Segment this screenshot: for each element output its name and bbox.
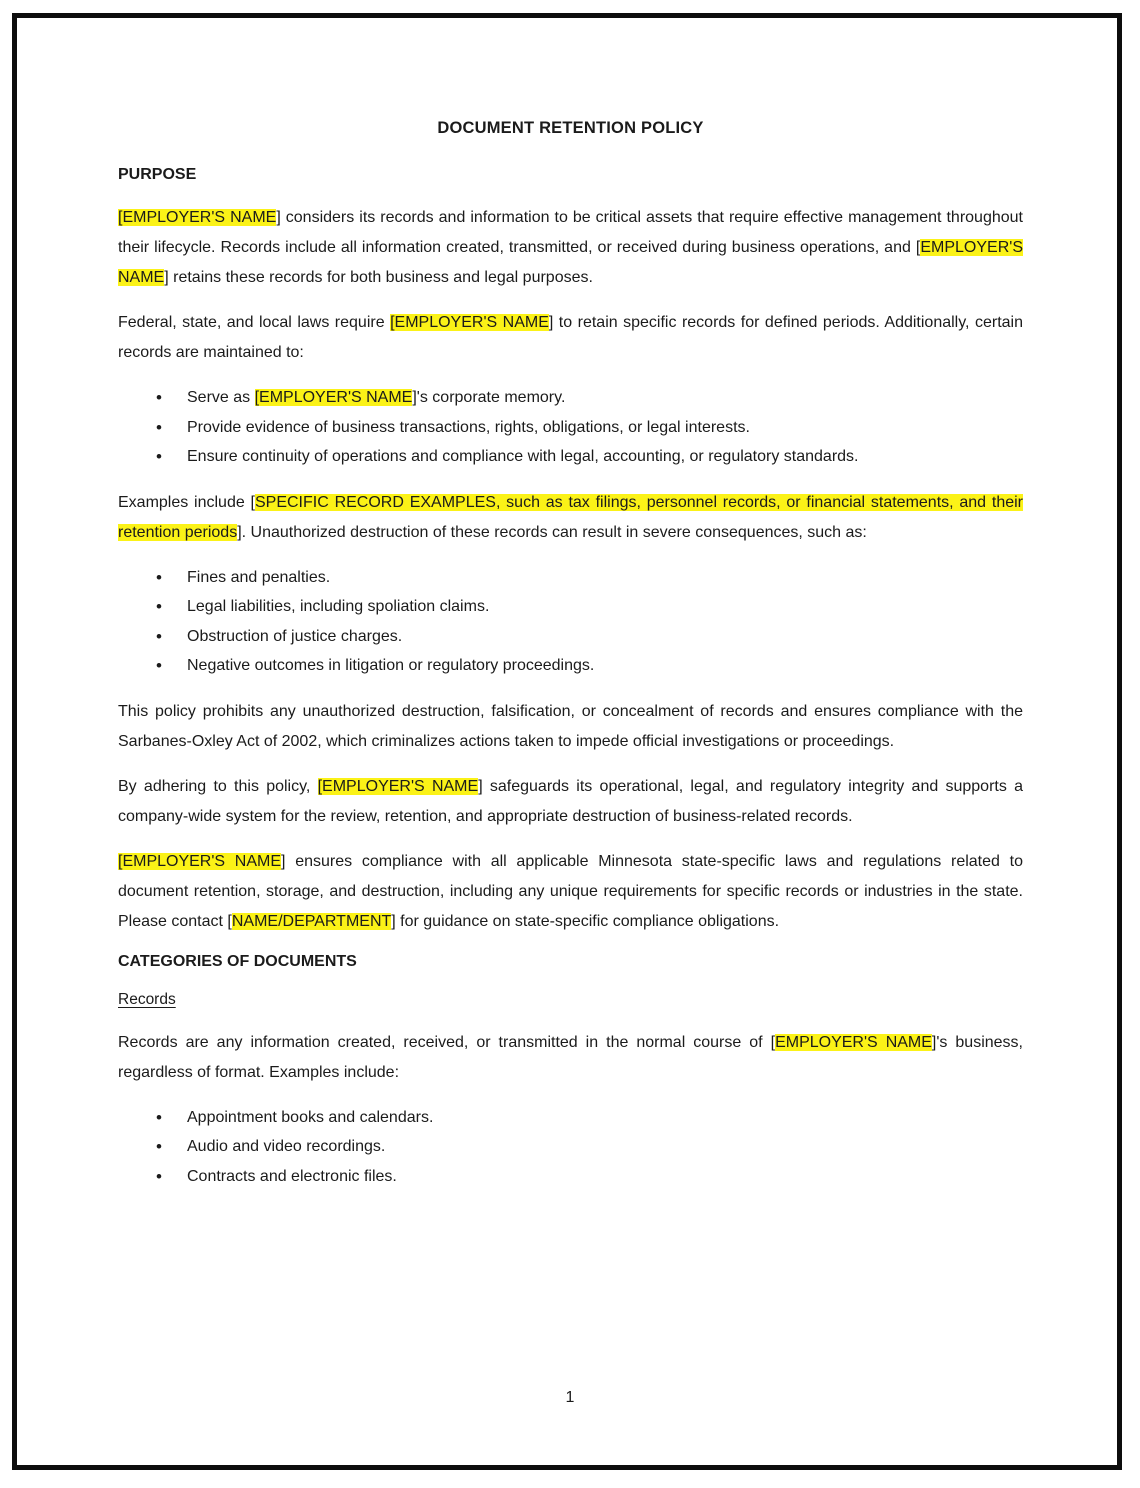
paragraph bbox=[118, 772, 1023, 832]
page-number: 1 bbox=[565, 1389, 575, 1406]
text-run: Contracts and electronic files. bbox=[187, 1167, 397, 1185]
text-run: Appointment books and calendars. bbox=[187, 1108, 434, 1126]
bullet-item bbox=[118, 563, 1023, 593]
text-run: Federal, state, and local laws require bbox=[118, 314, 391, 331]
paragraph bbox=[118, 697, 1023, 757]
text-run: ] for guidance on state-specific compliance obligations. bbox=[391, 912, 780, 930]
paragraph bbox=[118, 847, 1023, 937]
text-run: Audio and video recordings. bbox=[187, 1138, 386, 1155]
document-blocks bbox=[118, 118, 1023, 1207]
bullet-item bbox=[118, 1162, 1023, 1192]
text-run: Examples include [ bbox=[118, 493, 255, 511]
highlight-placeholder: NAME/DEPARTMENT bbox=[231, 912, 392, 930]
text-run: ] safeguards its operational, legal, and regulatory integrity and supports a company-wide system for the review, retention, and appropriate destruction of business-related records. bbox=[118, 777, 1024, 825]
highlight-placeholder: [EMPLOYER'S NAME bbox=[118, 852, 282, 870]
highlight-placeholder: [EMPLOYER'S NAME bbox=[118, 209, 277, 226]
bullet-item bbox=[118, 592, 1023, 622]
text-run: ]. Unauthorized destruction of these records can result in severe consequences, such as: bbox=[237, 523, 867, 541]
text-run: ]'s business, regardless of format. Examples include: bbox=[118, 1033, 1024, 1081]
section-heading: CATEGORIES OF DOCUMENTS bbox=[118, 952, 357, 970]
text-run: Legal liabilities, including spoliation claims. bbox=[187, 598, 490, 615]
highlight-placeholder: SPECIFIC RECORD EXAMPLES, such as tax filings, personnel records, or financial statements, and their retention periods bbox=[118, 493, 1023, 541]
text-run: By adhering to this policy, bbox=[118, 777, 318, 795]
text-run: Negative outcomes in litigation or regulatory proceedings. bbox=[187, 657, 595, 674]
highlight-placeholder: [EMPLOYER'S NAME bbox=[317, 777, 479, 795]
text-run: Obstruction of justice charges. bbox=[187, 627, 403, 645]
bullet-item bbox=[118, 383, 1023, 413]
highlight-placeholder: [EMPLOYER'S NAME bbox=[390, 314, 549, 331]
section-heading: PURPOSE bbox=[118, 166, 197, 183]
text-run: ] considers its records and information to be critical assets that require effective management throughout their lifecycle. Records include all information created, transmitted, or received during business operations, and [ bbox=[118, 209, 1023, 256]
paragraph bbox=[118, 488, 1023, 548]
text-run: Records are any information created, received, or transmitted in the normal course of [ bbox=[118, 1033, 776, 1051]
text-run: ]'s corporate memory. bbox=[412, 389, 566, 406]
bullet-item bbox=[118, 1132, 1023, 1162]
highlight-placeholder: EMPLOYER'S NAME bbox=[775, 1033, 932, 1051]
bullet-item bbox=[118, 413, 1023, 443]
bullet-item bbox=[118, 442, 1023, 472]
bullet-item bbox=[118, 1103, 1023, 1133]
text-run: ] ensures compliance with all applicable Minnesota state-specific laws and regulations related to document retention, storage, and destruction, including any unique requirements for specific records or industries in the state. Please contact [ bbox=[118, 852, 1023, 930]
subsection-heading: Records bbox=[118, 990, 176, 1008]
bullet-list bbox=[118, 383, 1023, 472]
paragraph bbox=[118, 1028, 1023, 1088]
highlight-placeholder: [EMPLOYER'S NAME bbox=[254, 389, 413, 406]
text-run: Ensure continuity of operations and compliance with legal, accounting, or regulatory standards. bbox=[187, 448, 859, 465]
bullet-item bbox=[118, 651, 1023, 681]
paragraph bbox=[118, 203, 1023, 293]
text-run: This policy prohibits any unauthorized destruction, falsification, or concealment of records and ensures compliance with the Sarbanes-Oxley Act of 2002, which criminalizes actions taken to impede official investigations or proceedings. bbox=[118, 702, 1023, 750]
bullet-item bbox=[118, 622, 1023, 652]
text-run: Serve as bbox=[187, 389, 255, 406]
text-run: ] to retain specific records for defined periods. Additionally, certain records are maintained to: bbox=[118, 314, 1023, 361]
bullet-list bbox=[118, 563, 1023, 681]
bullet-list bbox=[118, 1103, 1023, 1192]
text-run: Fines and penalties. bbox=[187, 568, 331, 586]
document-title: DOCUMENT RETENTION POLICY bbox=[437, 119, 704, 137]
text-run: Provide evidence of business transactions, rights, obligations, or legal interests. bbox=[187, 418, 750, 436]
paragraph bbox=[118, 308, 1023, 368]
highlight-placeholder: EMPLOYER'S NAME bbox=[118, 239, 1023, 286]
text-run: ] retains these records for both business and legal purposes. bbox=[164, 269, 593, 286]
